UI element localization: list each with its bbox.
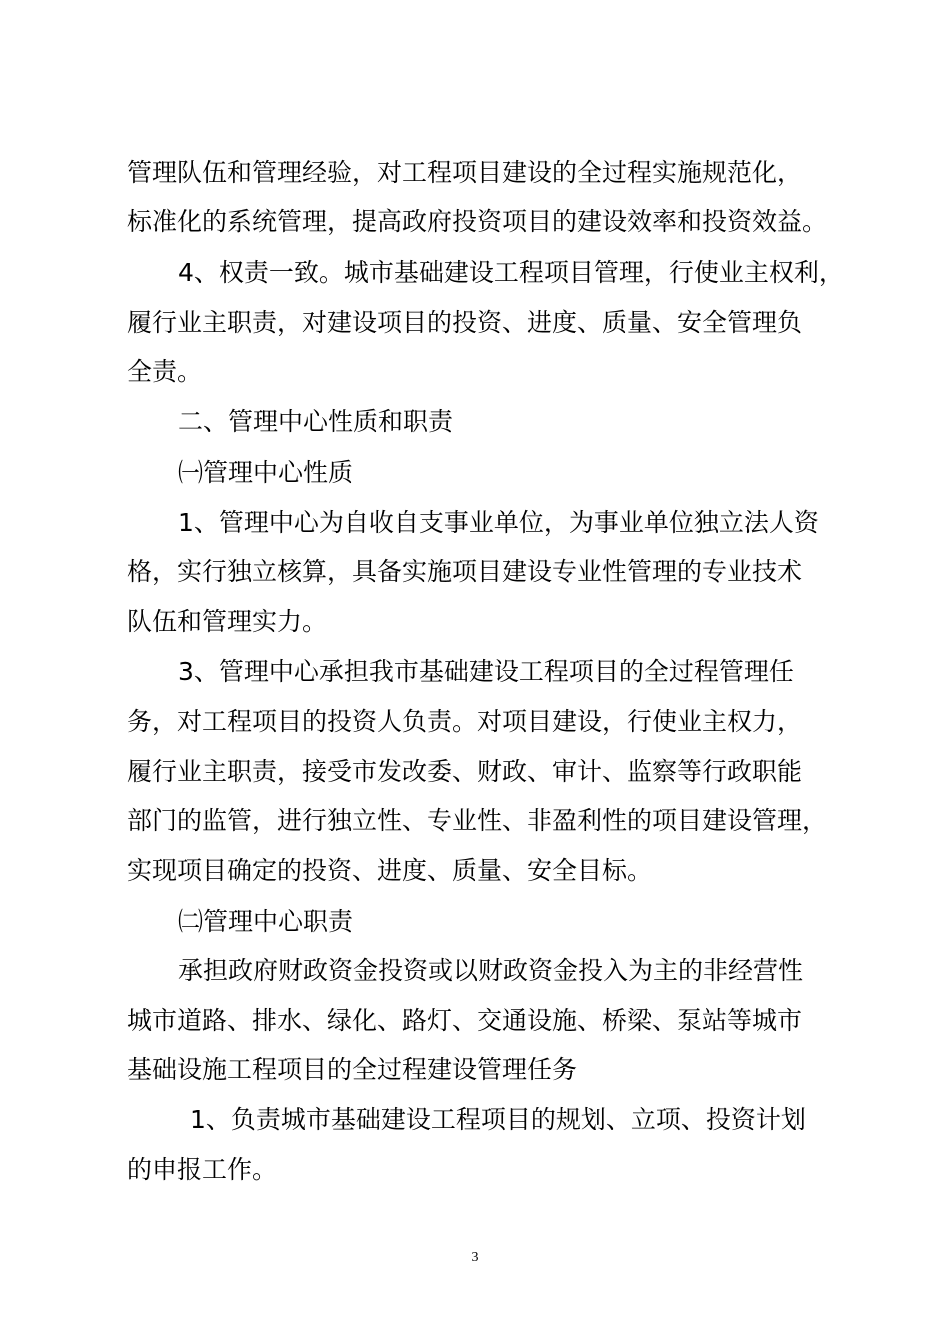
page-number: 3 [471,1250,479,1265]
paragraph-line: 的申报工作。 [127,1155,278,1184]
paragraph-line: 部门的监管，进行独立性、专业性、非盈利性的项目建设管理， [127,806,828,835]
paragraph-line: 标准化的系统管理，提高政府投资项目的建设效率和投资效益。 [127,207,828,236]
subsection-heading: ㈠管理中心性质 [178,458,354,487]
paragraph-line: 务，对工程项目的投资人负责。对项目建设，行使业主权力， [127,707,803,736]
paragraph-line: 队伍和管理实力。 [127,607,328,636]
paragraph-line: 基础设施工程项目的全过程建设管理任务 [127,1055,578,1084]
paragraph-line: 格，实行独立核算，具备实施项目建设专业性管理的专业技术 [127,557,803,586]
paragraph-line: 履行业主职责，对建设项目的投资、进度、质量、安全管理负 [127,308,803,337]
paragraph-line: 4、权责一致。城市基础建设工程项目管理，行使业主权利， [178,258,844,287]
section-heading: 二、管理中心性质和职责 [178,407,454,436]
paragraph-line: 1、负责城市基础建设工程项目的规划、立项、投资计划 [190,1105,806,1134]
paragraph-line: 履行业主职责，接受市发改委、财政、审计、监察等行政职能 [127,757,803,786]
paragraph-line: 承担政府财政资金投资或以财政资金投入为主的非经营性 [178,956,804,985]
paragraph-line: 1、管理中心为自收自支事业单位，为事业单位独立法人资 [178,508,819,537]
paragraph-line: 城市道路、排水、绿化、路灯、交通设施、桥梁、泵站等城市 [127,1006,803,1035]
paragraph-line: 3、管理中心承担我市基础建设工程项目的全过程管理任 [178,657,794,686]
paragraph-line: 全责。 [127,357,203,386]
paragraph-line: 管理队伍和管理经验，对工程项目建设的全过程实施规范化， [127,158,803,187]
paragraph-line: 实现项目确定的投资、进度、质量、安全目标。 [127,856,653,885]
subsection-heading: ㈡管理中心职责 [178,907,354,936]
